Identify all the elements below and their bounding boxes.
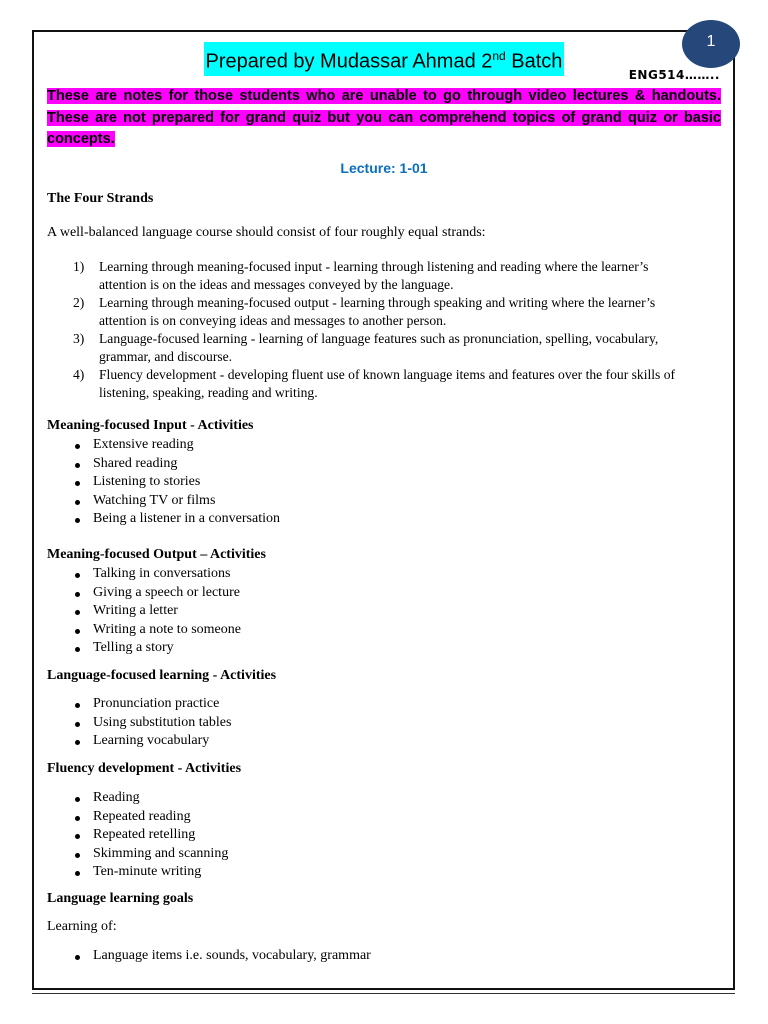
list-item: Listening to stories (47, 473, 280, 492)
item-number: 4) (73, 367, 85, 382)
item-text: Fluency development - developing fluent use of known language items and features over the four skills of listening, speaking, reading and writing. (99, 367, 676, 400)
list-item: Extensive reading (47, 436, 280, 455)
list-item: Using substitution tables (47, 714, 231, 733)
list-item: Learning vocabulary (47, 732, 231, 751)
goals-list (47, 947, 371, 966)
list-item: Giving a speech or lecture (47, 584, 241, 603)
list-item: Repeated reading (47, 808, 228, 827)
item-text: Learning through meaning-focused output - learning through speaking and writing where the learner’s attention is on conveying ideas and messages to another person. (99, 295, 656, 328)
item-number: 1) (73, 259, 85, 274)
list-item: Being a listener in a conversation (47, 510, 280, 529)
item-text: Language-focused learning - learning of language features such as pronunciation, spelling, vocabulary, grammar, and discourse. (99, 331, 659, 364)
fluency-heading: Fluency development - Activities (47, 761, 242, 776)
list-item: Pronunciation practice (47, 695, 231, 714)
list-item: Ten-minute writing (47, 863, 228, 882)
list-item: Telling a story (47, 639, 241, 658)
list-item: Talking in conversations (47, 565, 241, 584)
course-code: ENG514…….. (628, 68, 720, 82)
list-item: Shared reading (47, 455, 280, 474)
title-text: Prepared by Mudassar Ahmad 2 (205, 50, 493, 73)
list-item: Language items i.e. sounds, vocabulary, grammar (47, 947, 371, 966)
list-item (47, 366, 697, 402)
list-item: Writing a note to someone (47, 621, 241, 640)
goals-heading: Language learning goals (47, 891, 194, 906)
notice-paragraph (47, 86, 721, 151)
strands-list (47, 258, 697, 402)
item-text: Learning through meaning-focused input - learning through listening and reading where the learner’s attention is on the ideas and messages conveyed by the language. (99, 259, 649, 292)
goals-intro: Learning of: (47, 919, 117, 934)
list-item (47, 330, 697, 366)
strands-heading: The Four Strands (47, 191, 154, 206)
lecture-heading: Lecture: 1-01 (340, 160, 428, 176)
list-item: Writing a letter (47, 602, 241, 621)
input-activities-heading: Meaning-focused Input - Activities (47, 418, 254, 433)
item-number: 2) (73, 295, 85, 310)
item-number: 3) (73, 331, 85, 346)
list-item: Reading (47, 789, 228, 808)
output-activities-list (47, 565, 241, 658)
list-item (47, 294, 697, 330)
page-border-bottom-line (32, 993, 735, 994)
list-item: Skimming and scanning (47, 845, 228, 864)
notice-text: These are notes for those students who are unable to go through video lectures & handouts. These are not prepared for grand quiz but you can comprehend topics of grand quiz or basic concepts. (47, 88, 721, 147)
fluency-list (47, 789, 228, 882)
strands-intro: A well-balanced language course should consist of four roughly equal strands: (47, 225, 486, 240)
list-item: Repeated retelling (47, 826, 228, 845)
title-suffix: Batch (505, 50, 563, 73)
language-focused-list (47, 695, 231, 751)
list-item: Watching TV or films (47, 492, 280, 511)
language-focused-heading: Language-focused learning - Activities (47, 668, 277, 683)
output-activities-heading: Meaning-focused Output – Activities (47, 547, 266, 562)
title-superscript: nd (492, 49, 506, 63)
document-title (204, 42, 565, 76)
page-number: 1 (706, 33, 716, 50)
input-activities-list (47, 436, 280, 529)
list-item (47, 258, 697, 294)
